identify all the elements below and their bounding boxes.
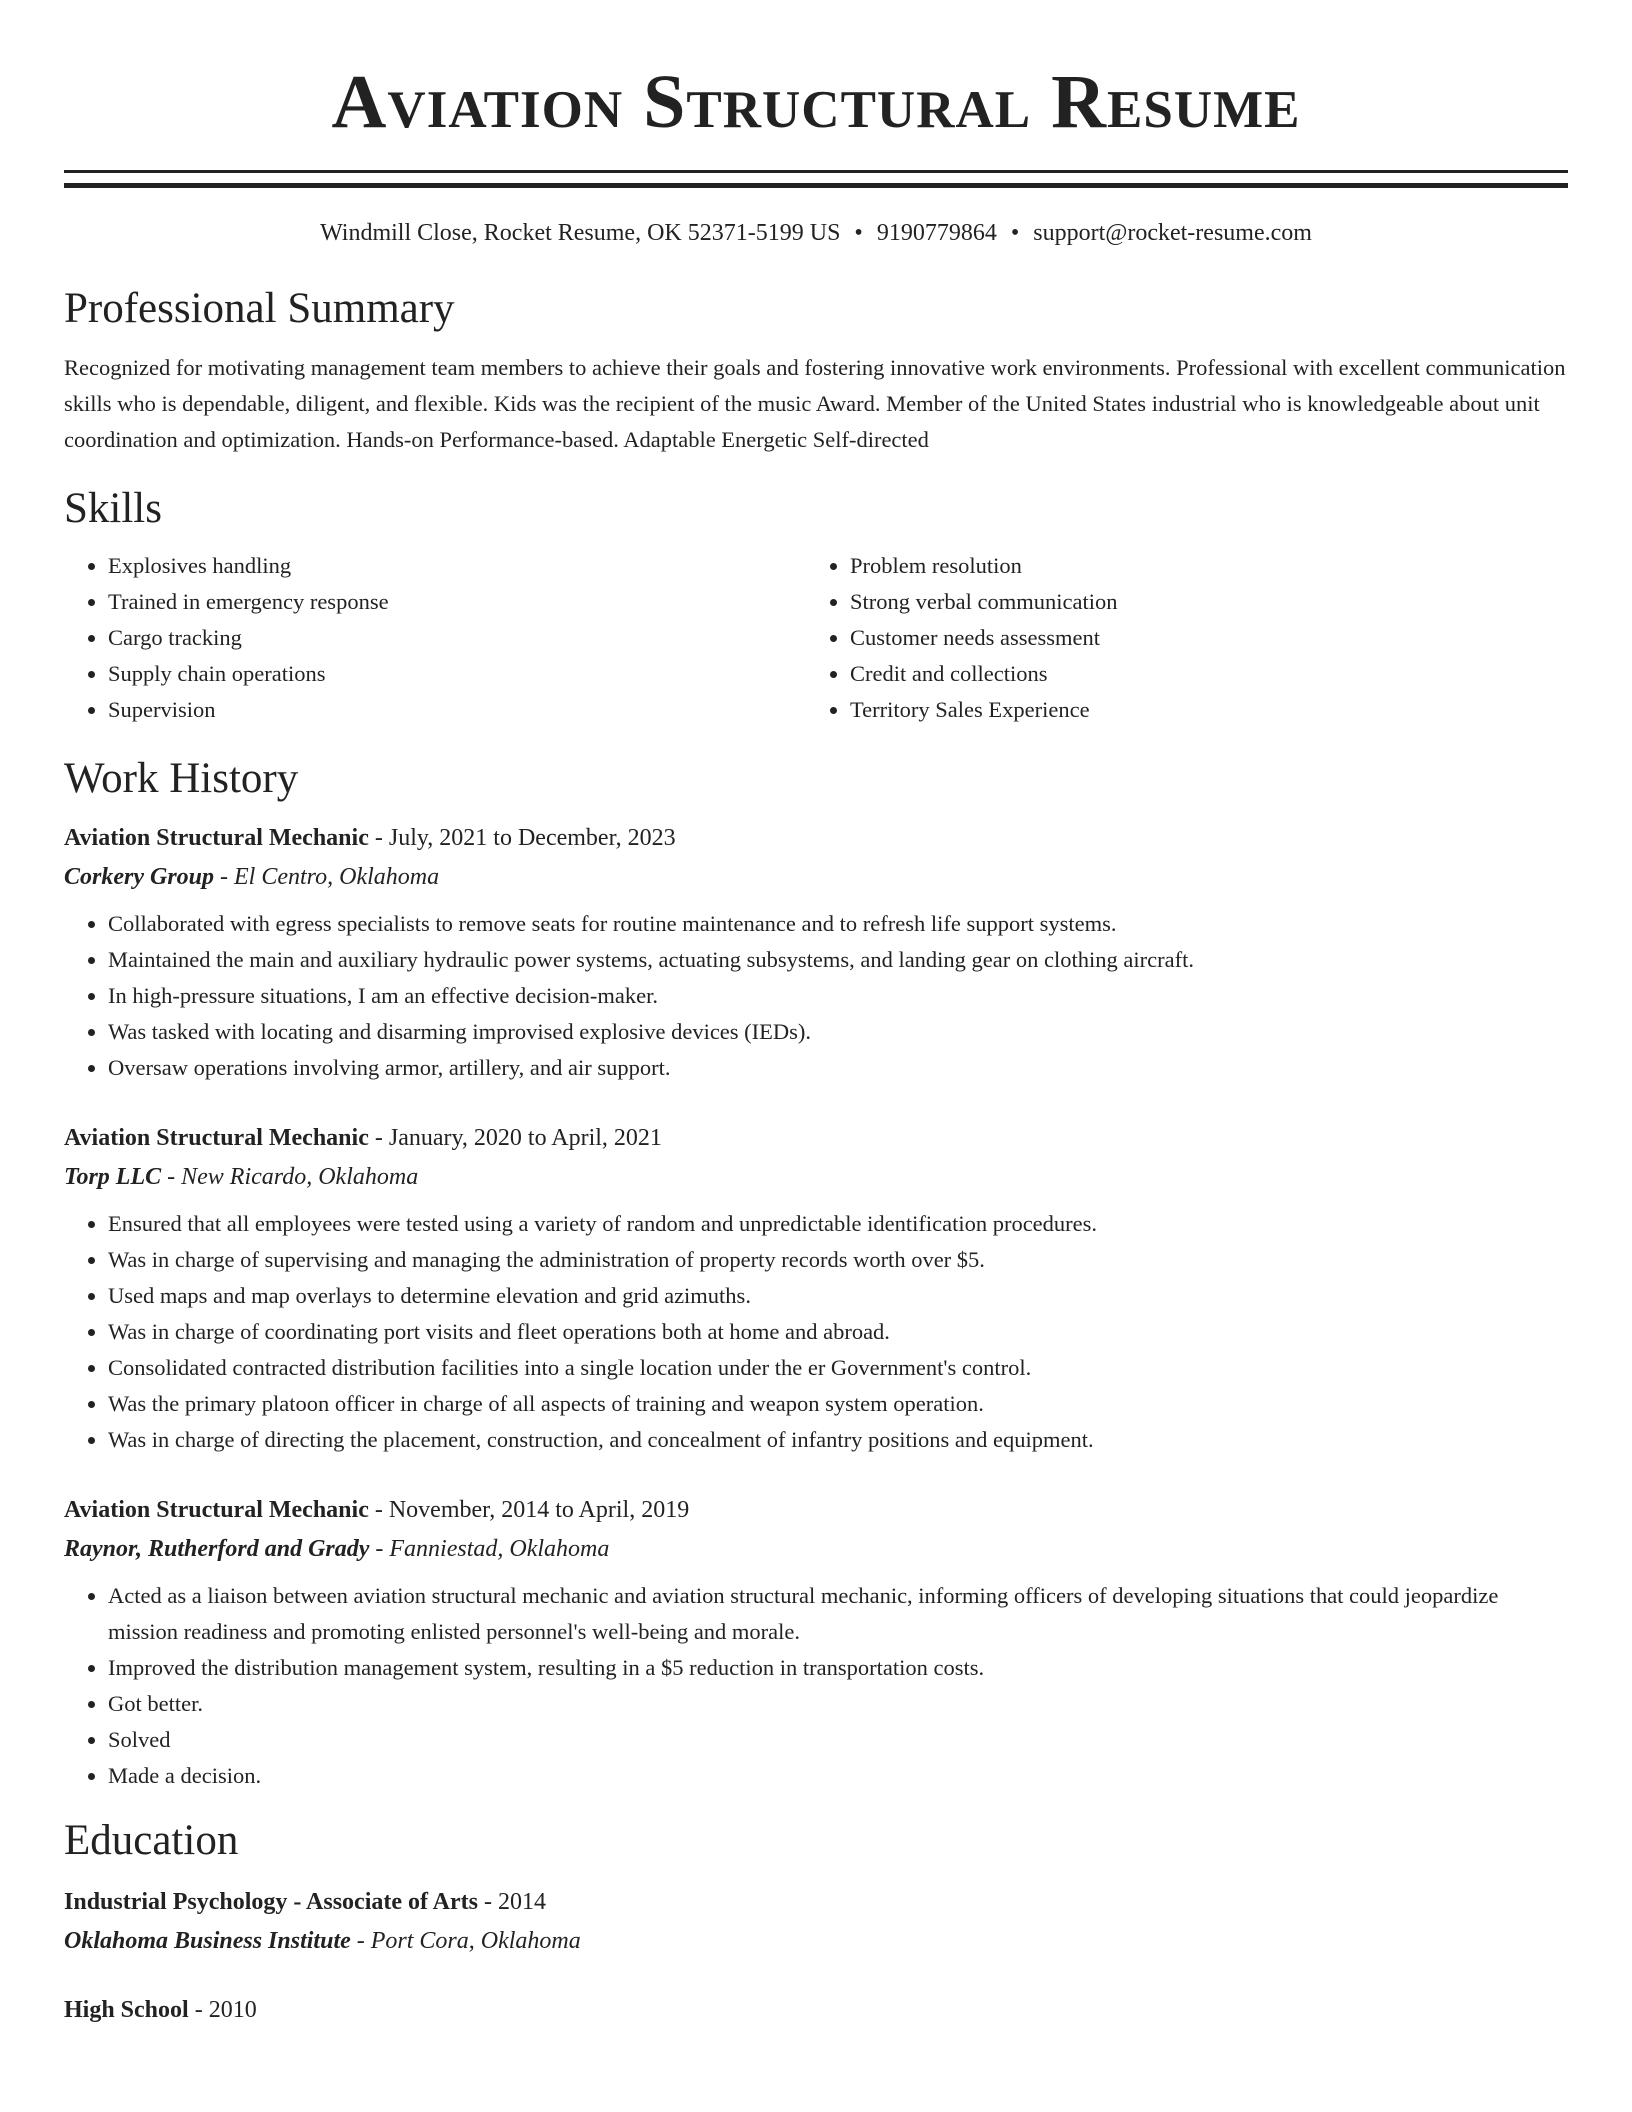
job-entry [64, 818, 1568, 1086]
education-school: Oklahoma Business Institute [64, 1928, 351, 1954]
education-heading: Education [64, 1817, 239, 1864]
contact-separator: • [854, 220, 863, 246]
job-bullet: • Improved the distribution management system, resulting in a $5 reduction in transportation costs. [108, 1650, 1568, 1686]
job-bullet: • Consolidated contracted distribution facilities into a single location under the er Government's control. [108, 1350, 1568, 1386]
job-company-line [64, 1530, 1568, 1568]
job-entry [64, 1490, 1568, 1794]
job-company: Raynor, Rutherford and Grady [64, 1536, 370, 1562]
job-bullet: • Made a decision. [108, 1758, 1568, 1794]
job-dates: - January, 2020 to April, 2021 [368, 1125, 662, 1151]
education-degree-line [64, 1990, 1568, 2030]
summary-text: Recognized for motivating management team members to achieve their goals and fostering innovative work environments. Professional with excellent communication skills who is dependable, diligent, and flexible. Kids was the recipient of the music Award. Member of the United States industrial who is knowledgeable about unit coordination and optimization. Hands-on Performance-based. Adaptable Energetic Self-directed [64, 355, 1566, 452]
title-divider [64, 170, 1568, 188]
job-location: - Fanniestad, Oklahoma [369, 1536, 610, 1562]
job-company-line [64, 1158, 1568, 1196]
education-degree: High School [64, 1997, 189, 2023]
job-bullets [64, 1206, 1568, 1458]
education-entry [64, 1882, 1568, 1960]
skills-column-right [806, 548, 1548, 728]
job-bullet: • Solved [108, 1722, 1568, 1758]
job-location: - New Ricardo, Oklahoma [161, 1164, 419, 1190]
contact-separator: • [1010, 220, 1020, 246]
job-bullets [64, 1578, 1568, 1794]
job-bullet: • Collaborated with egress specialists to remove seats for routine maintenance and to refresh life support systems. [108, 906, 1568, 942]
education-entry [64, 1990, 1568, 2030]
job-bullet: • Used maps and map overlays to determine elevation and grid azimuths. [108, 1278, 1568, 1314]
job-location: - El Centro, Oklahoma [214, 864, 440, 890]
job-title-line [64, 818, 1568, 858]
job-bullet: • In high-pressure situations, I am an effective decision-maker. [108, 978, 1568, 1014]
job-company-line [64, 858, 1568, 896]
job-bullet: • Was tasked with locating and disarming improvised explosive devices (IEDs). [108, 1014, 1568, 1050]
skill-item: • Strong verbal communication [850, 584, 1548, 620]
job-entry [64, 1118, 1568, 1458]
job-title: Aviation Structural Mechanic [64, 1497, 369, 1523]
job-bullet: • Maintained the main and auxiliary hydraulic power systems, actuating subsystems, and landing gear on clothing aircraft. [108, 942, 1568, 978]
job-bullet: • Oversaw operations involving armor, artillery, and air support. [108, 1050, 1568, 1086]
job-bullet: • Was in charge of coordinating port visits and fleet operations both at home and abroad. [108, 1314, 1568, 1350]
skill-item: • Trained in emergency response [108, 584, 806, 620]
skills-heading: Skills [64, 485, 162, 532]
job-title: Aviation Structural Mechanic [64, 825, 369, 851]
skill-item: • Supply chain operations [108, 656, 806, 692]
job-title-line [64, 1118, 1568, 1158]
job-title: Aviation Structural Mechanic [64, 1125, 369, 1151]
skill-item: • Territory Sales Experience [850, 692, 1548, 728]
education-location: - Port Cora, Oklahoma [350, 1928, 581, 1954]
skills-column-left [64, 548, 806, 728]
skills-list [64, 548, 1568, 728]
education-year: - 2014 [478, 1889, 546, 1915]
job-company: Corkery Group [64, 864, 215, 890]
job-bullet: • Was the primary platoon officer in charge of all aspects of training and weapon system operation. [108, 1386, 1568, 1422]
job-bullets [64, 906, 1568, 1086]
education-degree-line [64, 1882, 1568, 1922]
skill-item: • Cargo tracking [108, 620, 806, 656]
job-dates: - July, 2021 to December, 2023 [368, 825, 676, 851]
skill-item: • Supervision [108, 692, 806, 728]
work-history-heading: Work History [64, 755, 299, 802]
contact-email: support@rocket-resume.com [1033, 220, 1312, 246]
contact-address: Windmill Close, Rocket Resume, OK 52371-5199 US [320, 220, 841, 246]
contact-phone: 9190779864 [876, 220, 997, 246]
resume-page [64, 0, 1568, 2030]
job-title-line [64, 1490, 1568, 1530]
job-bullet: • Was in charge of directing the placement, construction, and concealment of infantry positions and equipment. [108, 1422, 1568, 1458]
summary-heading: Professional Summary [64, 285, 455, 332]
resume-title: Aviation Structural Resume [331, 60, 1301, 144]
job-company: Torp LLC [64, 1164, 162, 1190]
job-bullet: • Was in charge of supervising and managing the administration of property records worth over $5. [108, 1242, 1568, 1278]
job-bullet: • Acted as a liaison between aviation structural mechanic and aviation structural mechanic, informing officers of developing situations that could jeopardize mission readiness and promoting enlisted personnel's well-being and morale. [108, 1578, 1568, 1650]
job-bullet: • Ensured that all employees were tested using a variety of random and unpredictable identification procedures. [108, 1206, 1568, 1242]
education-degree: Industrial Psychology - Associate of Arts [64, 1889, 478, 1915]
job-dates: - November, 2014 to April, 2019 [368, 1497, 690, 1523]
skill-item: • Problem resolution [850, 548, 1548, 584]
contact-line [64, 218, 1568, 248]
skill-item: • Explosives handling [108, 548, 806, 584]
skill-item: • Credit and collections [850, 656, 1548, 692]
education-year: - 2010 [188, 1997, 257, 2023]
skill-item: • Customer needs assessment [850, 620, 1548, 656]
education-school-line [64, 1922, 1568, 1960]
job-bullet: • Got better. [108, 1686, 1568, 1722]
